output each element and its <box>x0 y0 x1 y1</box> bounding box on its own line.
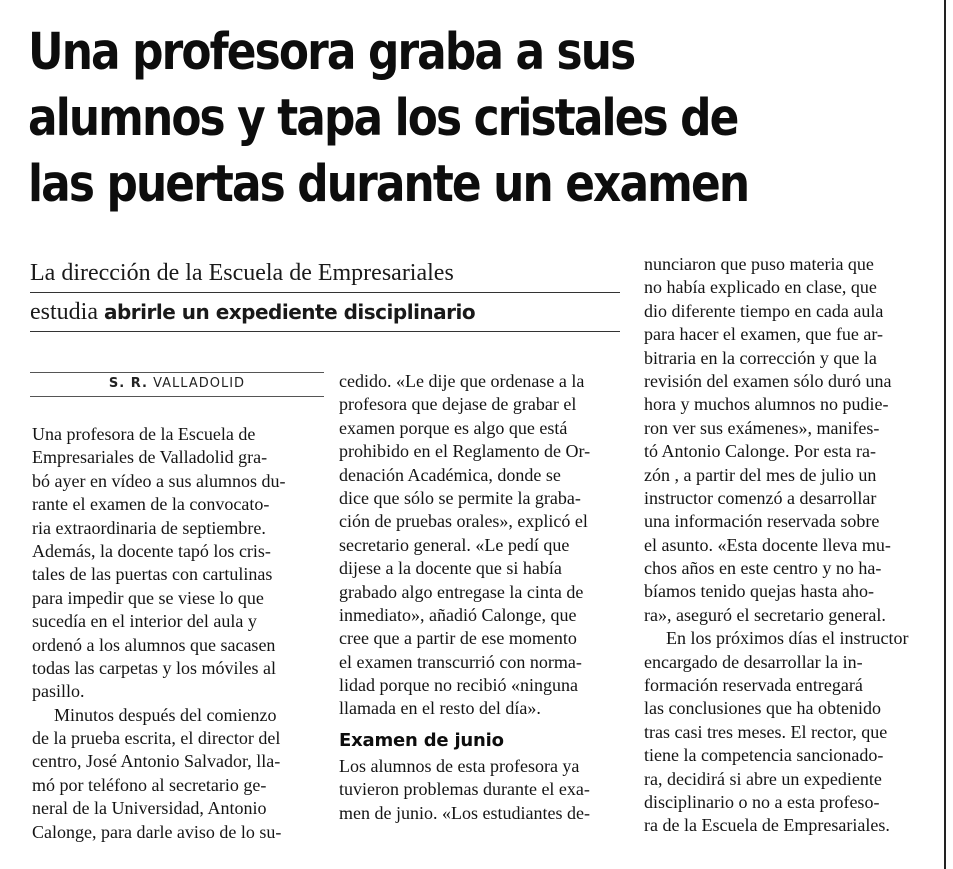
column-line: Empresariales de Valladolid gra- <box>32 447 268 468</box>
article-headline <box>28 20 802 218</box>
column-line: el examen transcurrió con norma- <box>339 651 582 672</box>
column-line: dice que sólo se permite la graba- <box>339 487 581 508</box>
column-line: denación Académica, donde se <box>339 464 561 485</box>
column-line: Calonge, para darle aviso de lo su- <box>32 821 282 842</box>
byline-rule-top <box>30 372 324 373</box>
column-line: En los próximos días el instructor <box>666 628 909 649</box>
column-line: rante el examen de la convocato- <box>32 494 270 515</box>
column-line: bó ayer en vídeo a sus alumnos du- <box>32 470 286 491</box>
column-line: ción de pruebas orales», explicó el <box>339 511 588 532</box>
section-heading: Examen de junio <box>339 729 504 751</box>
byline-city: VALLADOLID <box>153 376 246 391</box>
column-line: bitraria en la corrección y que la <box>644 347 877 368</box>
column-line: centro, José Antonio Salvador, lla- <box>32 751 281 772</box>
column-line: cree que a partir de ese momento <box>339 628 577 649</box>
column-line: para impedir que se viese lo que <box>32 587 264 608</box>
column-line: sucedía en el interior del aula y <box>32 611 257 632</box>
subhead-regular-text: estudia <box>30 299 98 325</box>
subhead-divider-bottom <box>30 331 620 332</box>
subhead-bold-text: abrirle un expediente disciplinario <box>103 300 476 324</box>
column-line: una información reservada sobre <box>644 511 880 532</box>
column-line: encargado de desarrollar la in- <box>644 651 863 672</box>
column-line: examen porque es algo que está <box>339 417 568 438</box>
column-line: de la prueba escrita, el director del <box>32 728 281 749</box>
column-line: profesora que dejase de grabar el <box>339 394 577 415</box>
column-line: bíamos tenido quejas hasta aho- <box>644 581 874 602</box>
subhead-line-1: La dirección de la Escuela de Empresariales <box>30 260 454 286</box>
column-line: prohibido en el Reglamento de Or- <box>339 441 591 462</box>
column-line: tó Antonio Calonge. Por esta ra- <box>644 441 876 462</box>
column-line: todas las carpetas y los móviles al <box>32 657 276 678</box>
column-line: grabado algo entregase la cinta de <box>339 581 584 602</box>
headline-line-1: Una profesora graba a sus <box>28 23 635 82</box>
column-line: instructor comenzó a desarrollar <box>644 487 877 508</box>
column-line: cedido. «Le dije que ordenase a la <box>339 371 585 391</box>
column-line: no había explicado en clase, que <box>644 277 877 298</box>
column-line: para hacer el examen, que fue ar- <box>644 324 883 345</box>
column-line: ron ver sus exámenes», manifes- <box>644 417 880 438</box>
column-line: dijese a la docente que si había <box>339 558 562 579</box>
column-line: pasillo. <box>32 681 85 702</box>
column-line: tiene la competencia sancionado- <box>644 745 884 766</box>
column-line: tras casi tres meses. El rector, que <box>644 721 888 742</box>
column-line: tales de las puertas con cartulinas <box>32 564 273 585</box>
article-column-1 <box>32 423 285 844</box>
column-line: dio diferente tiempo en cada aula <box>644 300 884 321</box>
article-column-3 <box>644 253 908 838</box>
byline <box>30 376 324 391</box>
column-line: neral de la Universidad, Antonio <box>32 798 267 819</box>
column-line: Los alumnos de esta profesora ya <box>339 755 580 776</box>
column-line: secretario general. «Le pedí que <box>339 534 570 555</box>
column-line: zón , a partir del mes de julio un <box>644 464 877 485</box>
headline-line-2: alumnos y tapa los cristales de <box>28 89 738 148</box>
column-line: ra, decidirá si abre un expediente <box>644 768 882 789</box>
column-line: chos años en este centro y no ha- <box>644 558 882 579</box>
column-line: formación reservada entregará <box>644 675 863 696</box>
column-line: ra», aseguró el secretario general. <box>644 604 886 625</box>
column-line: ordenó a los alumnos que sacasen <box>32 634 276 655</box>
column-line: nunciaron que puso materia que <box>644 254 874 274</box>
article-column-2 <box>339 370 590 825</box>
column-line: men de junio. «Los estudiantes de- <box>339 802 590 823</box>
column-line: Minutos después del comienzo <box>54 704 277 725</box>
column-line: ra de la Escuela de Empresariales. <box>644 815 890 836</box>
column-line: disciplinario o no a esta profeso- <box>644 791 880 812</box>
column-line: lidad porque no recibió «ninguna <box>339 675 578 696</box>
headline-line-3: las puertas durante un examen <box>28 155 749 214</box>
column-line: hora y muchos alumnos no pudie- <box>644 394 889 415</box>
column-line: Además, la docente tapó los cris- <box>32 540 271 561</box>
page-edge-rule <box>944 0 946 869</box>
byline-initials: S. R. <box>108 376 148 391</box>
column-line: inmediato», añadió Calonge, que <box>339 604 577 625</box>
column-line: llamada en el resto del día». <box>339 698 541 719</box>
article-subheadline <box>30 256 622 334</box>
column-line: ria extraordinaria de septiembre. <box>32 517 266 538</box>
column-line: revisión del examen sólo duró una <box>644 370 892 391</box>
column-line: tuvieron problemas durante el exa- <box>339 779 590 800</box>
byline-rule-bottom <box>30 396 324 397</box>
column-line: Una profesora de la Escuela de <box>32 424 256 444</box>
column-line: mó por teléfono al secretario ge- <box>32 774 267 795</box>
subhead-line-2 <box>30 295 622 329</box>
subhead-divider <box>30 292 620 293</box>
column-line: las conclusiones que ha obtenido <box>644 698 881 719</box>
column-line: el asunto. «Esta docente lleva mu- <box>644 534 891 555</box>
